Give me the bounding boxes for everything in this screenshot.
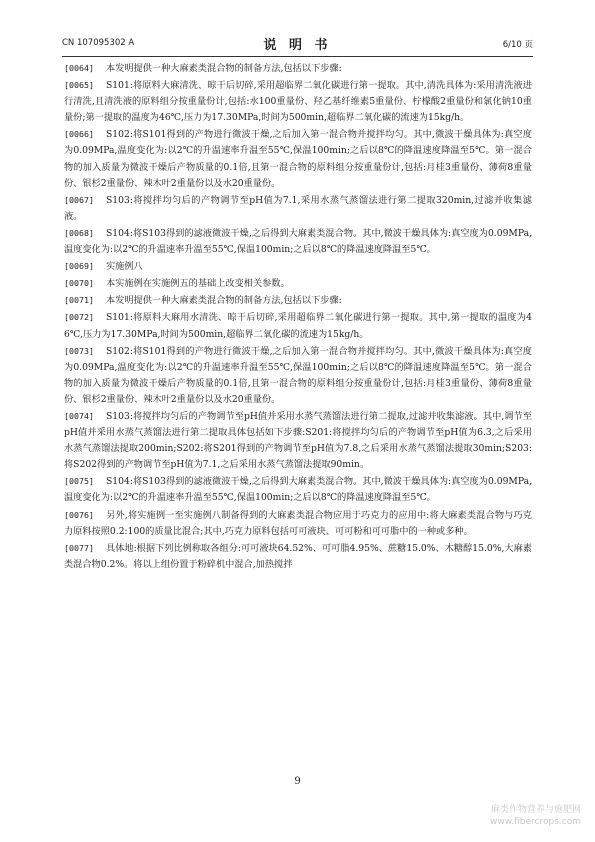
paragraph-text: S104:将S103得到的滤液微波干燥,之后得到大麻素类混合物。其中,微波干燥具体为:真空度为0.09MPa,温度变化为:以2℃的升温速率升温至55℃,保温100min;之后以8℃的降温速度降温至5℃。 [64, 476, 532, 504]
document-title: 说 明 书 [263, 38, 332, 53]
paragraph [64, 60, 532, 77]
paragraph-text: S101:将原料大麻用水清洗、晾干后切碎,采用超临界二氧化碳进行第一提取。其中,第一提取的温度为46℃,压力为17.30MPa,时间为500min,超临界二氧化碳的流速为15kg/h。 [64, 312, 532, 340]
page-number: 9 [294, 776, 301, 787]
paragraph [64, 507, 532, 540]
watermark-url: www.fibercrops.com [490, 817, 581, 827]
section-heading [64, 258, 532, 275]
paragraph [64, 192, 532, 225]
paragraph-text: S104:将S103得到的滤液微波干燥,之后得到大麻素类混合物。其中,微波干燥具体为:真空度为0.09MPa,温度变化为:以2℃的升温速率升温至55℃,保温100min;之后以8℃的降温速度降温至5℃。 [64, 227, 532, 256]
paragraph-text: 本实施例在实施例五的基础上改变相关参数。 [105, 278, 290, 290]
paragraph-number: [0071] [64, 295, 94, 306]
paragraph-text: S102:将S101得到的产物进行微波干燥,之后加入第一混合物并搅拌均匀。其中,微波干燥具体为:真空度为0.09MPa,温度变化为:以2℃的升温速率升温至55℃,保温100min;之后以8℃的降温速度降温至5℃。第一混合物的加入质量为微波干燥后产物质量的0.1倍,且第一混合物的原料组分按重量份计,包括:月桂3重量份、薄荷8重量份、银杉2重量份、辣木叶2重量份以及水20重量份。 [64, 345, 532, 405]
paragraph-text: 本发明提供一种大麻素类混合物的制备方法,包括以下步骤: [105, 295, 342, 307]
paragraph-number: [0064] [64, 63, 94, 73]
paragraph-number: [0077] [64, 542, 94, 553]
paragraph-number: [0073] [64, 345, 94, 356]
page-label: 6/10 页 [502, 40, 533, 50]
paragraph [64, 292, 532, 309]
paragraph [64, 225, 532, 258]
paragraph [64, 126, 532, 191]
header-rule [62, 56, 533, 57]
paragraph-text: S103:将搅拌均匀后的产物调节至pH值为7.1,采用水蒸气蒸馏法进行第二提取320min,过滤并收集滤液。 [64, 194, 532, 222]
watermark-title: 麻类作物营养与施肥网 [490, 805, 581, 815]
page-header [62, 34, 533, 52]
paragraph-number: [0076] [64, 509, 94, 520]
paragraph-number: [0072] [64, 312, 94, 323]
paragraph-number: [0069] [64, 261, 94, 272]
paragraph-number: [0070] [64, 278, 94, 289]
paragraph-number: [0066] [64, 129, 94, 140]
paragraph-number: [0065] [64, 80, 94, 91]
document-body [64, 60, 532, 573]
paragraph [64, 408, 532, 473]
paragraph-number: [0068] [64, 227, 94, 238]
watermark [490, 804, 581, 828]
paragraph-text: S102:将S101得到的产物进行微波干燥,之后加入第一混合物并搅拌均匀。其中,微波干燥具体为:真空度为0.09MPa,温度变化为:以2℃的升温速率升温至55℃,保温100min;之后以8℃的降温速度降温至5℃。第一混合物的加入质量为微波干燥后产物质量的0.1倍,且第一混合物的原料组分按重量份计,包括:月桂3重量份、薄荷8重量份、银杉2重量份、辣木叶2重量份以及水20重量份。 [64, 129, 532, 189]
paragraph [64, 540, 532, 573]
paragraph [64, 343, 532, 408]
paragraph-text: 另外,将实施例一至实施例八制备得到的大麻素类混合物应用于巧克力的应用中:将大麻素类混合物与巧克力原料按照0.2:100的质量比混合;其中,巧克力原料包括可可液块、可可粉和可可脂中的一种或多种。 [64, 509, 532, 537]
paragraph-number: [0067] [64, 194, 94, 205]
paragraph-text: 具体地:根据下列比例称取各组分:可可液块64.52%、可可脂4.95%、蔗糖15.0%、木糖醇15.0%,大麻素类混合物0.2%。将以上组份置于粉碎机中混合,加热搅拌 [64, 542, 532, 570]
paragraph-text: 实施例八 [105, 261, 143, 273]
paragraph-number: [0075] [64, 476, 94, 487]
paragraph-number: [0074] [64, 410, 94, 421]
document-number: CN 107095302 A [62, 38, 135, 48]
paragraph [64, 473, 532, 506]
paragraph-text: S103:将搅拌均匀后的产物调节至pH值并采用水蒸气蒸馏法进行第二提取,过滤并收集滤液。其中,调节至pH值并采用水蒸气蒸馏法进行第二提取具体包括如下步骤:S201:将搅拌均匀后的产物调节至pH值为6.3,之后采用水蒸气蒸馏法提取200min;S202:将S201得到的产物调节至pH值为7.8,之后采用水蒸气蒸馏法提取30min;S203:将S202得到的产物调节至pH值为7.1,之后采用水蒸气蒸馏法提取90min。 [64, 410, 532, 471]
paragraph-text: 本发明提供一种大麻素类混合物的制备方法,包括以下步骤: [105, 63, 342, 74]
paragraph [64, 77, 532, 126]
paragraph [64, 309, 532, 342]
paragraph-text: S101:将原料大麻清洗、晾干后切碎,采用超临界二氧化碳进行第一提取。其中,清洗具体为:采用清洗液进行清洗,且清洗液的原料组分按重量份计,包括:水100重量份、羟乙基纤维素5重量份、柠檬酸2重量份和氯化钠10重量份;第一提取的温度为46℃,压力为17.30MPa,时间为500min,超临界二氧化碳的流速为15kg/h。 [64, 80, 532, 124]
paragraph [64, 275, 532, 292]
